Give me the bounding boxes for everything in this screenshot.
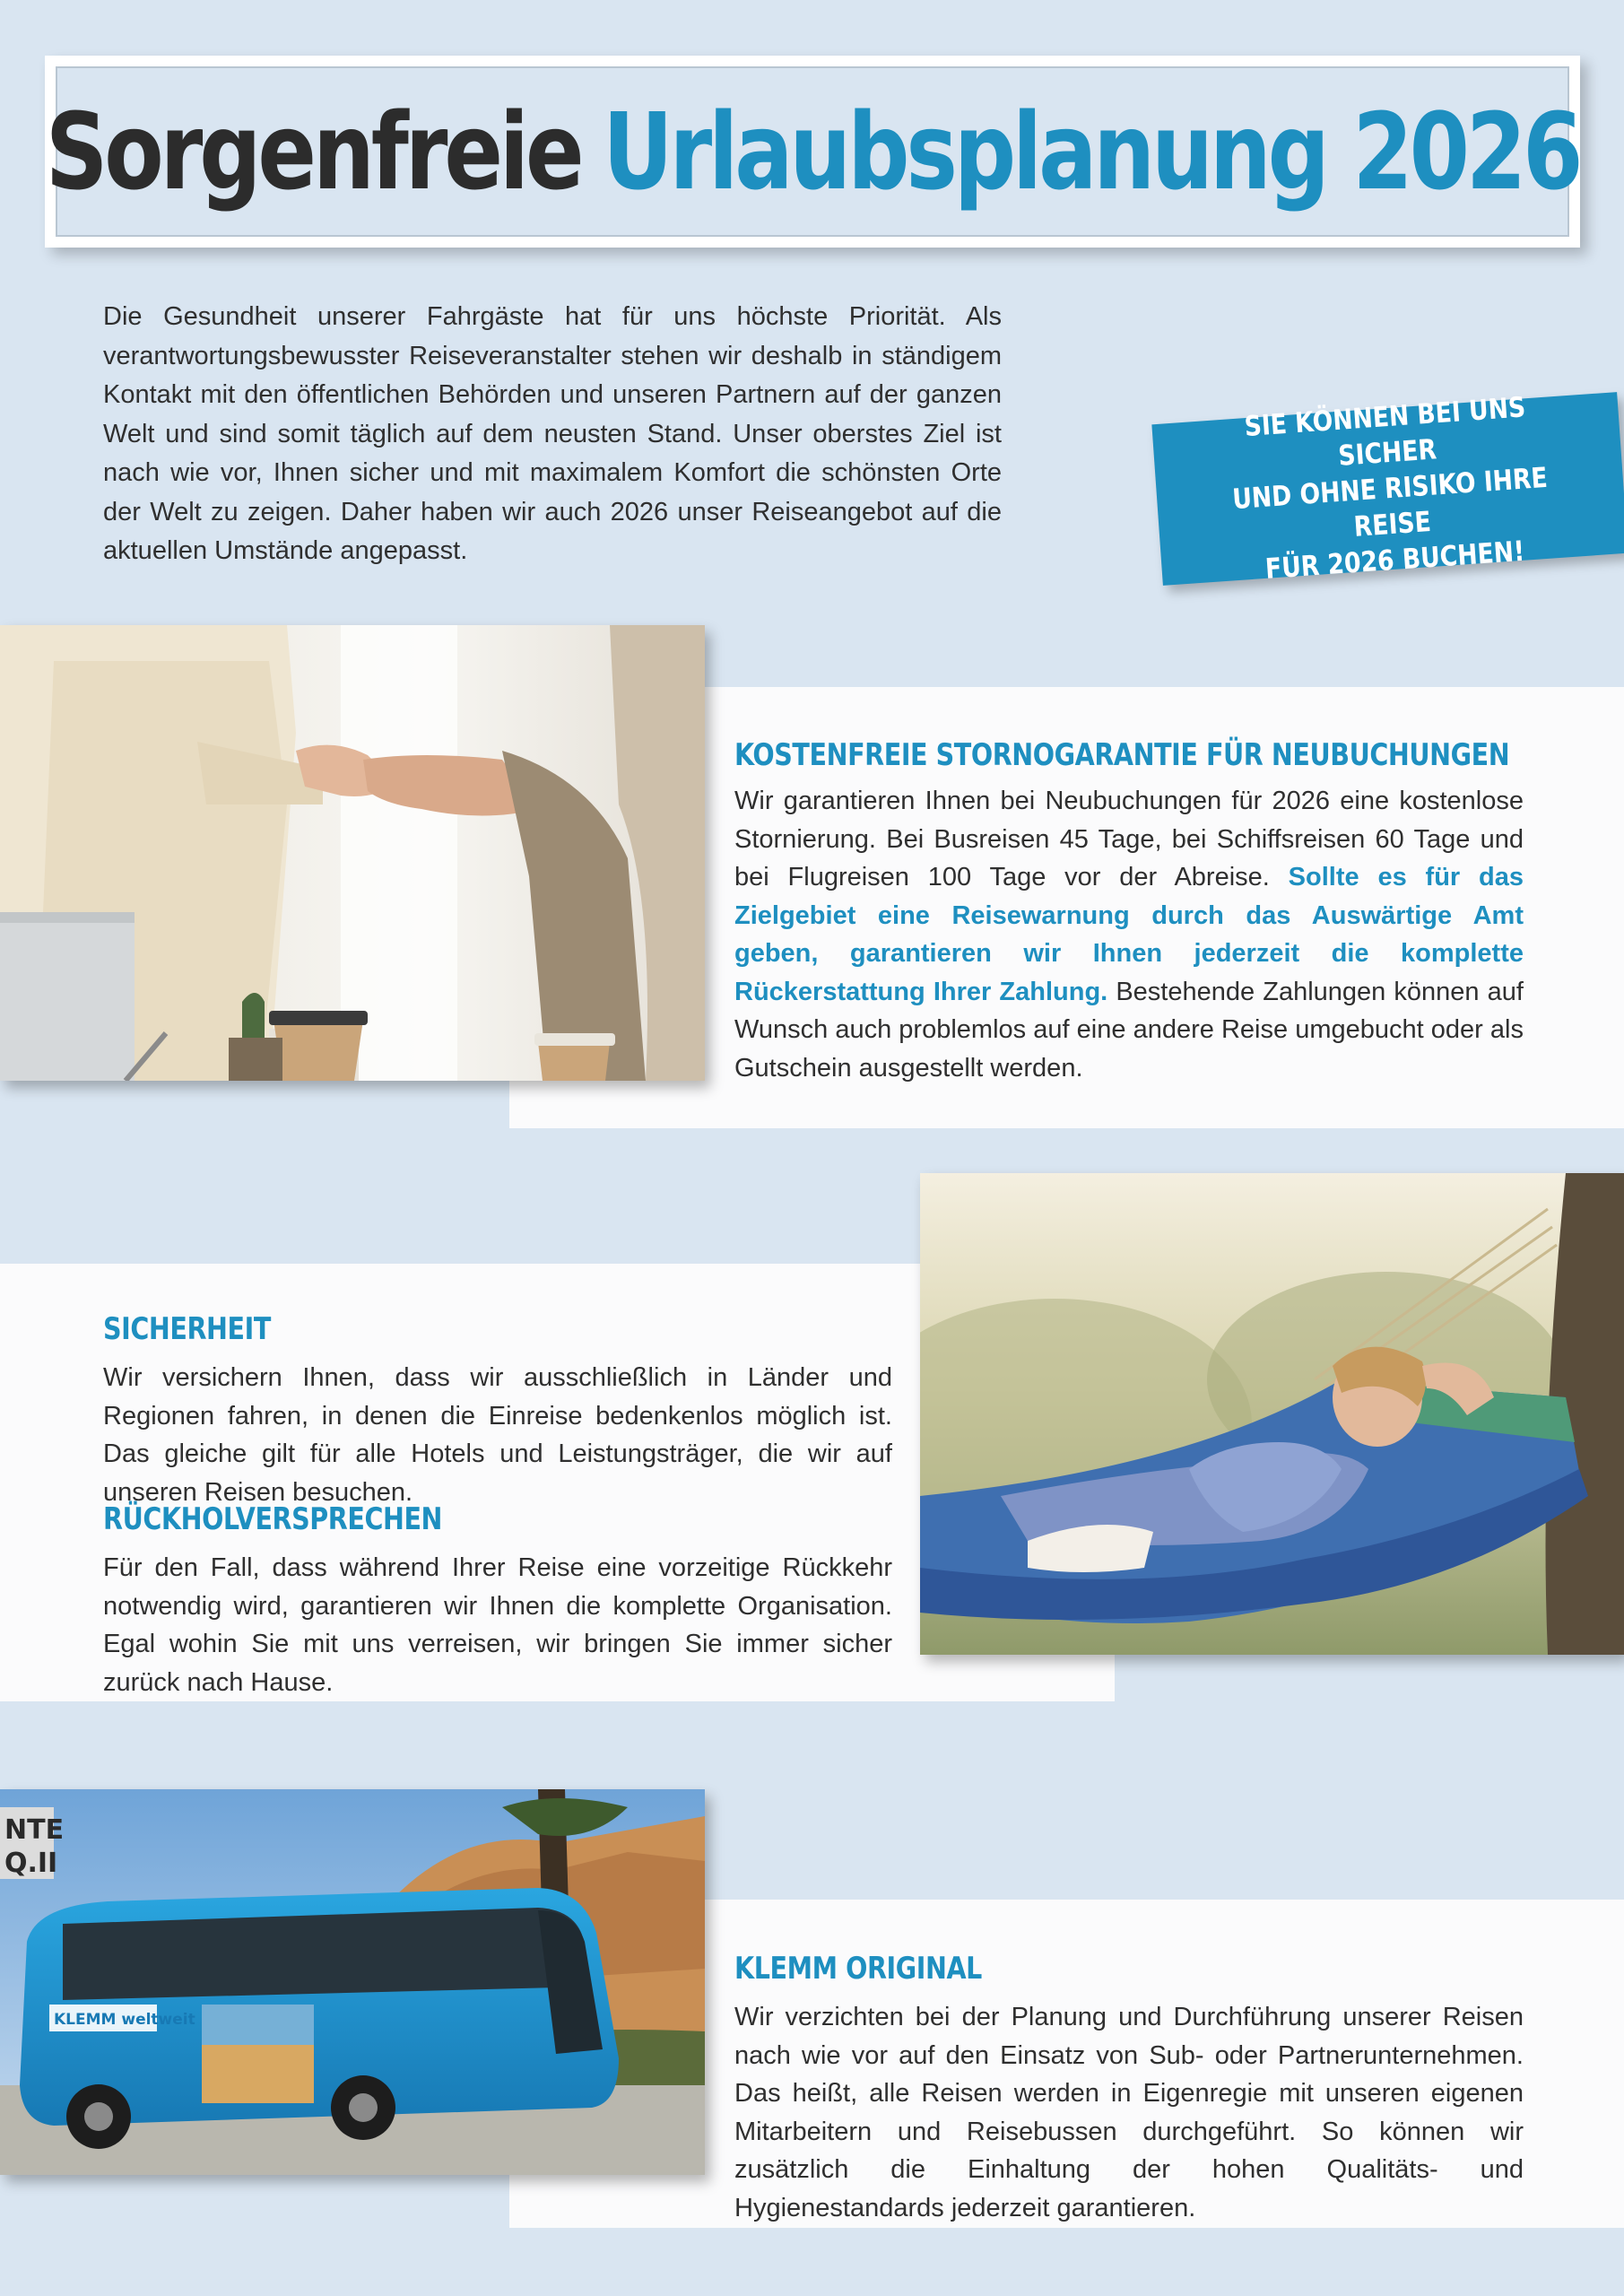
title-banner — [45, 56, 1580, 248]
bus-logo: KLEMM weltweit — [54, 2011, 195, 2029]
title-part-blue: Urlaubsplanung 2026 — [603, 90, 1580, 213]
storno-heading: KOSTENFREIE STORNOGARANTIE FÜR NEUBUCHUNGEN — [734, 737, 1510, 773]
intro-paragraph: Die Gesundheit unserer Fahrgäste hat für uns höchste Priorität. Als verantwortungsbewusster Reiseveranstalter stehen wir deshalb in ständigem Kontakt mit den öffentlichen Behörden und unseren Partnern auf der ganzen Welt und sind somit täglich auf dem neusten Stand. Unser oberstes Ziel ist nach wie vor, Ihnen sicher und mit maximalem Komfort die schönsten Orte der Welt zu zeigen. Daher haben wir auch 2026 unser Reiseangebot auf die aktuellen Umstände angepasst. — [103, 302, 1002, 565]
klemm-text: Wir verzichten bei der Planung und Durchführung unserer Reisen nach wie vor auf den Einsatz von Sub- oder Partnerunternehmen. Das heißt, alle Reisen werden in Eigenregie mit unseren eigenen Mitarbeitern und Reisebussen durchgeführt. So können wir zusätzlich die Einhaltung der hohen Qualitäts- und Hygienestandards jederzeit garantieren. — [734, 2003, 1524, 2222]
storno-text — [734, 782, 1524, 1087]
ribbon-text — [1203, 387, 1576, 591]
safety-heading: SICHERHEIT — [103, 1311, 271, 1347]
ribbon-line: FÜR 2026 BUCHEN! — [1264, 535, 1526, 586]
page-title — [45, 68, 1580, 235]
safety-text: Wir versichern Ihnen, dass wir ausschließlich in Länder und Regionen fahren, in denen die Einreise bedenkenlos möglich ist. Das gleiche gilt für alle Hotels und Leistungsträger, die wir auf unseren Reisen besuchen. — [103, 1363, 892, 1507]
return-heading: RÜCKHOLVERSPRECHEN — [103, 1501, 443, 1537]
bus-photo — [0, 1789, 705, 2175]
storno-text-start: Wir garantieren Ihnen bei Neubuchungen für 2026 eine kostenlose Stornierung. Bei Busreisen 45 Tage, bei Schiffsreisen 60 Tage und bei Flugreisen 100 Tage vor der Abreise. — [734, 787, 1524, 891]
storno-highlight: Sollte es für das Zielgebiet eine Reisewarnung durch das Auswärtige Amt geben, garantieren wir Ihnen jederzeit die komplette Rückerstattung Ihrer Zahlung. — [734, 863, 1524, 1006]
klemm-heading: KLEMM ORIGINAL — [734, 1951, 982, 1987]
title-banner-inner — [45, 66, 1580, 237]
title-part-dark: Sorgenfreie — [45, 90, 581, 213]
bus-sign-line1: NTE — [4, 1814, 65, 1846]
ribbon-line: SIE KÖNNEN BEI UNS SICHER — [1243, 391, 1527, 473]
hammock-photo — [920, 1173, 1624, 1655]
storno-text-end: Bestehende Zahlungen können auf Wunsch auch problemlos auf eine andere Reise umgebucht oder als Gutschein ausgestellt werden. — [734, 977, 1524, 1083]
bus-sign-line2: Q.II — [4, 1848, 58, 1879]
handshake-photo — [0, 625, 705, 1081]
ribbon-line: UND OHNE RISIKO IHRE REISE — [1231, 461, 1549, 544]
booking-ribbon — [1151, 392, 1624, 586]
return-text: Für den Fall, dass während Ihrer Reise eine vorzeitige Rückkehr notwendig wird, garantieren wir Ihnen die komplette Organisation. Egal wohin Sie mit uns verreisen, wir bringen Sie immer sicher zurück nach Hause. — [103, 1553, 892, 1697]
